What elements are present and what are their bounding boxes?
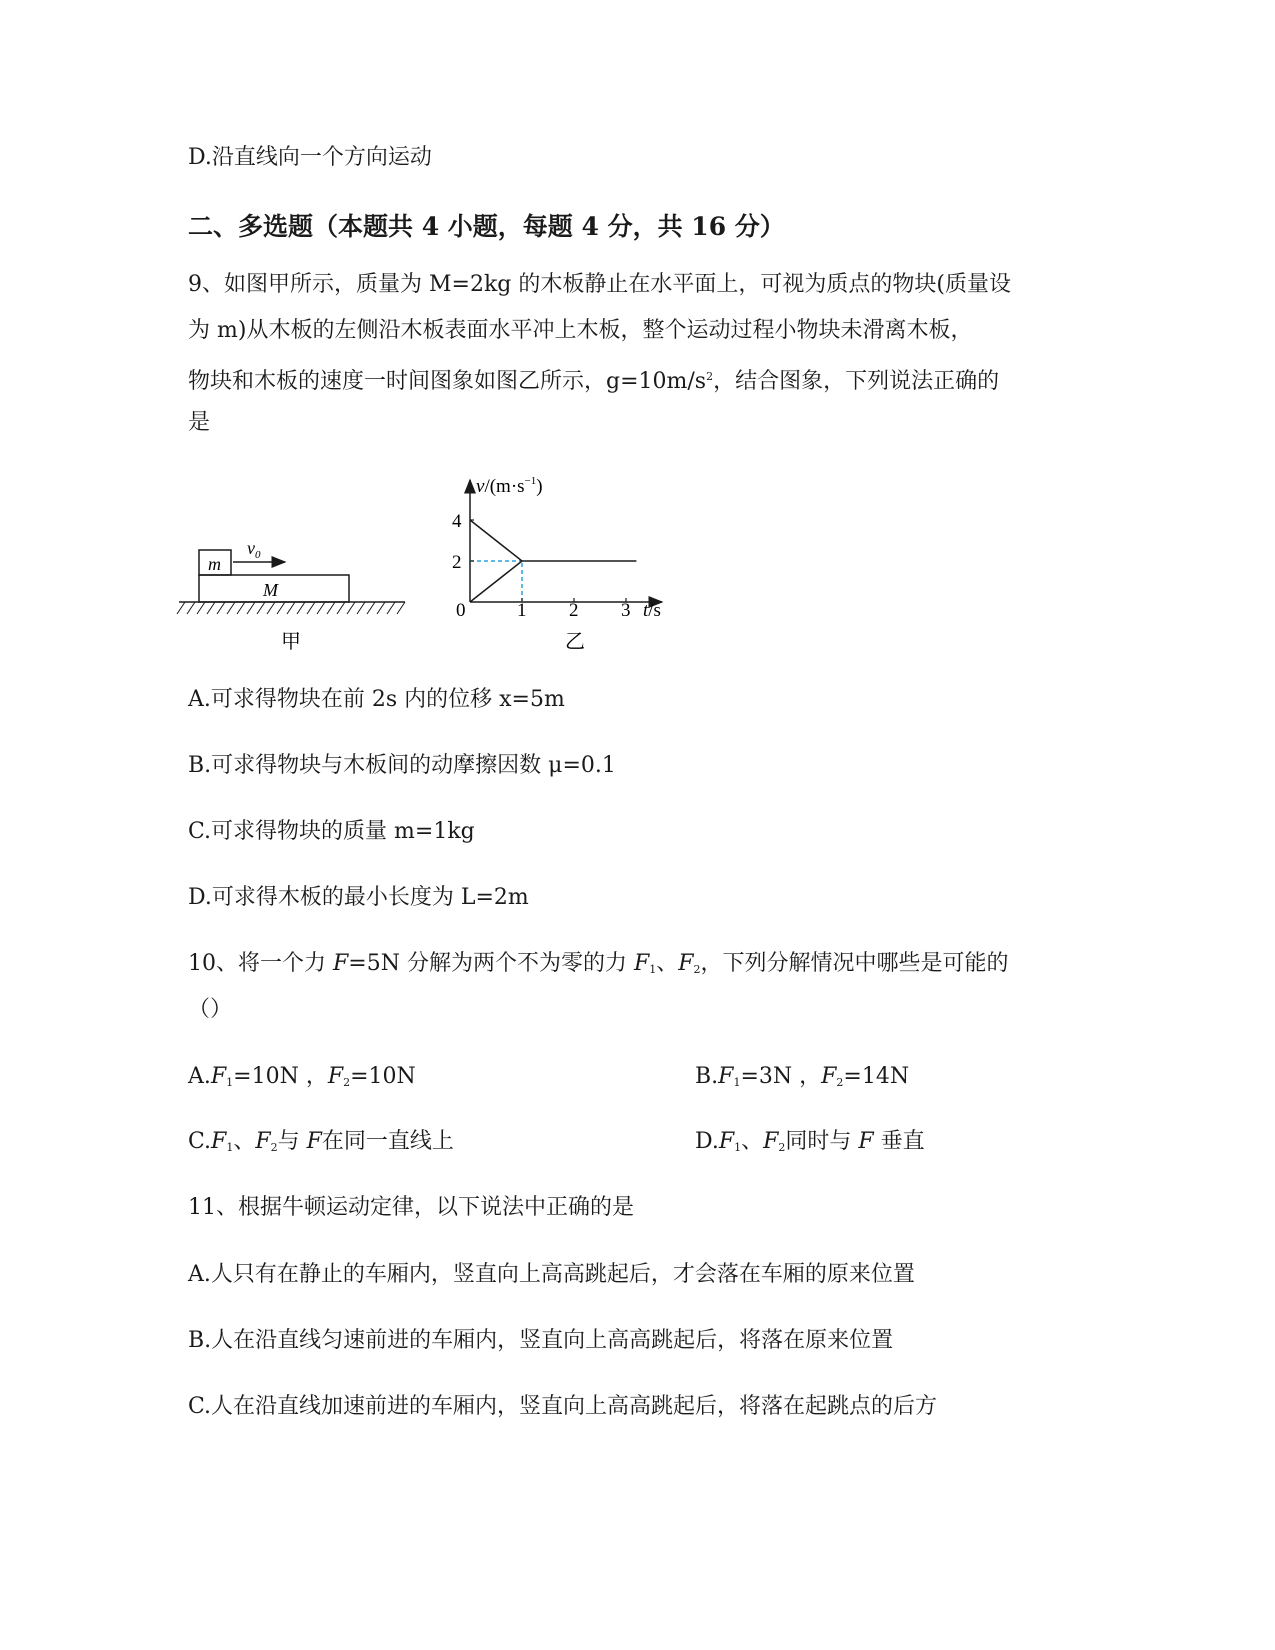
block-label: m — [208, 554, 221, 574]
q10-F1-sub: 1 — [649, 963, 657, 976]
prev-option-d: D.沿直线向一个方向运动 — [188, 145, 432, 170]
q9-line3-sup: 2 — [706, 370, 714, 383]
figure-yi-vt-chart — [440, 462, 690, 662]
x-axis-label: t/s — [643, 600, 661, 621]
q10-F2-sub: 2 — [693, 963, 701, 976]
q9-option-a: A.可求得物块在前 2s 内的位移 x=5m — [188, 687, 565, 712]
q9-line3-post: ，结合图象，下列说法正确的 — [713, 369, 1000, 394]
q10-F2: F — [678, 951, 694, 976]
q9-stem-line4: 是 — [188, 410, 211, 435]
q9-option-d: D.可求得木板的最小长度为 L=2m — [188, 885, 529, 910]
q10-F: F — [333, 951, 349, 976]
q10-text-c: ，下列分解情况中哪些是可能的 — [700, 951, 1009, 976]
q9-stem-line1: 9、如图甲所示，质量为 M=2kg 的木板静止在水平面上，可视为质点的物块(质量设 — [188, 272, 1011, 297]
q9-option-b: B.可求得物块与木板间的动摩擦因数 μ=0.1 — [188, 753, 616, 778]
q10-F1: F — [633, 951, 650, 976]
ground-hatching — [177, 602, 405, 614]
q10-option-b: $B.F_1=3N$ ，$F_2=14N$ — [695, 1064, 910, 1089]
q10-stem-line2: （） — [188, 997, 233, 1022]
y-axis-label: $v/(m\cdot s^{-1})$ — [476, 475, 543, 497]
q10-text-b: =5N 分解为两个不为零的力 — [348, 951, 634, 976]
section-heading: 二、多选题（本题共 4 小题，每题 4 分，共 16 分） — [188, 212, 785, 241]
q10-option-a: $A.F_1=10N$ ，$F_2=10N$ — [188, 1064, 416, 1089]
series-line-2 — [470, 561, 522, 602]
q10-option-d: $D.F_1$、$F_2$同时与 F 垂直 — [695, 1129, 925, 1154]
q9-stem-line2: 为 m)从木板的左侧沿木板表面水平冲上木板，整个运动过程小物块未滑离木板， — [188, 318, 973, 343]
q10-sep: 、 — [656, 951, 679, 976]
x-tick-label-1: 1 — [517, 600, 527, 621]
x-tick-label-2: 2 — [569, 600, 579, 621]
q10-text-a: 10、将一个力 — [188, 951, 333, 976]
q11-option-b: B.人在沿直线匀速前进的车厢内，竖直向上高高跳起后，将落在原来位置 — [188, 1328, 894, 1353]
board-label: M — [263, 580, 278, 600]
series-line-1 — [470, 520, 636, 561]
figure-jia — [175, 530, 415, 660]
q10-option-c: $C.F_1$、$F_2$与 F在同一直线上 — [188, 1129, 454, 1154]
q9-line3-pre: 物块和木板的速度一时间图象如图乙所示，g=10m/s — [188, 369, 707, 394]
q11-option-c: C.人在沿直线加速前进的车厢内，竖直向上高高跳起后，将落在起跳点的后方 — [188, 1394, 938, 1419]
velocity-label: $v_0$ — [247, 538, 261, 561]
q9-option-c: C.可求得物块的质量 m=1kg — [188, 819, 475, 844]
y-tick-label-4: 4 — [452, 511, 462, 532]
caption-jia: 甲 — [281, 631, 301, 653]
q11-option-a: A.人只有在静止的车厢内，竖直向上高高跳起后，才会落在车厢的原来位置 — [188, 1262, 915, 1287]
x-tick-label-3: 3 — [621, 600, 631, 621]
q9-stem-line3 — [188, 362, 999, 397]
origin-label: 0 — [456, 600, 466, 621]
y-tick-label-2: 2 — [452, 552, 462, 573]
caption-yi: 乙 — [565, 631, 585, 653]
q10-stem-line1 — [188, 949, 1009, 985]
q11-stem: 11、根据牛顿运动定律，以下说法中正确的是 — [188, 1195, 634, 1220]
